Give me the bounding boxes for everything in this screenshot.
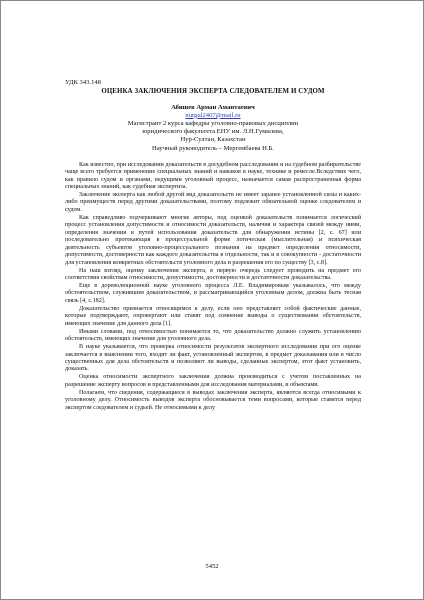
body-paragraph: Как справедливо подчеркивают многие авторы, под оценкой доказательств понимается логический процесс установления допустимости и относимости доказательств, наличия и характера связей между ними, определения значения и путей использования доказательств для обнаружения истины [2, с. 67] или последовательно протекающая в процессуальной форме логическая (мыслительная) и психическая деятельность субъектов уголовно-процессуального познания на предмет определения относимости, допустимости, достоверности как каждого доказательства в отдельности, так и в совокупности - достаточности для установления конкретных обстоятельств уголовного дела и разрешения его по существу [3, с.8].	[65, 214, 361, 266]
body-paragraph: На наш взгляд, оценку заключения эксперта, в первую очередь следует проводить на предмет его соответствия свойствам относимости, допустимости, достоверности и достаточности доказательства.	[65, 267, 361, 282]
page-number: 5452	[205, 563, 219, 570]
body-paragraph: В науке указывается, что проверка относимости результатов экспертного исследования при его оценке заключается в выяснении того, входит ли факт, установленный экспертом, в предмет доказывания или в число существенных для дела обстоятельств и позволяют ли выводы, сделанные экспертом, этот факт установить, доказать.	[65, 344, 361, 373]
body-paragraph: Полагаем, что сведения, содержащиеся в выводах заключения эксперта, являются всегда относимыми к уголовному делу. Относимость выводов эксперта обосновывается теми вопросами, которые ставятся перед экспертом следователем и судьей. Не относимыми к делу	[65, 389, 361, 411]
body-paragraph: Иными словами, под относимостью понимается то, что доказательство должно служить установлению обстоятельств, имеющих значение для уголовного дела.	[65, 328, 361, 343]
affiliation-line: юридического факультета ЕНУ им. Л.Н.Гумилева,	[142, 128, 284, 136]
body-paragraph: Как известно, при исследовании доказательств в досудебном расследовании и на судебном разбирательстве чаще всего требуется применение специальных знаний и навыков в науке, технике и ремесле.Вследствие чего, как правило судом и органами, ведущими уголовный процесс, назначается самая распространенная форма специальных знаний, как судебная экспертиза.	[65, 161, 361, 191]
affiliation-line: Магистрант 2 курса кафедры уголовно-правовых дисциплин	[127, 119, 299, 127]
article-content	[65, 79, 361, 413]
udk-code: УДК 343.148	[65, 79, 101, 86]
author-email-link[interactable]: nurgul2407@mail.ru	[185, 111, 241, 119]
body-paragraph: Оценка относимости экспертного заключения должна производиться с учетом поставленных на разрешение эксперту вопросов и представленными для исследования материалами, и объектами.	[65, 374, 361, 388]
author-name: Абишев Арман Амантаевич	[171, 103, 255, 111]
body-paragraph: Доказательство признается относящимся к делу, если оно представляет собой фактические данные, которые подтверждают, опровергают или ставят под сомнение выводы о существовании обстоятельств, имеющих значение для данного дела [1].	[65, 305, 361, 327]
supervisor-line: Научный руководитель – Мергембаева Н.Б.	[152, 144, 274, 152]
article-title: ОЦЕНКА ЗАКЛЮЧЕНИЯ ЭКСПЕРТА СЛЕДОВАТЕЛЕМ И СУДОМ	[101, 88, 325, 95]
article-body	[65, 162, 361, 412]
body-paragraph: Еще в дореволюционной науке уголовного процесса Л.Е. Владимировым указывалось, что между обстоятельством, служившим доказательством, и рассматривающийся уголовным делом, должна быть тесная связь [4, с.182].	[65, 282, 361, 304]
body-paragraph: Заключение эксперта как любой другой вид доказательств не имеет заранее установленной силы и каких-либо преимуществ перед другими доказательствами, поэтому подлежит обязательной оценке следователем и судом.	[65, 192, 361, 213]
author-block	[65, 104, 361, 153]
affiliation-line: Нур-Султан, Казахстан	[180, 136, 246, 144]
